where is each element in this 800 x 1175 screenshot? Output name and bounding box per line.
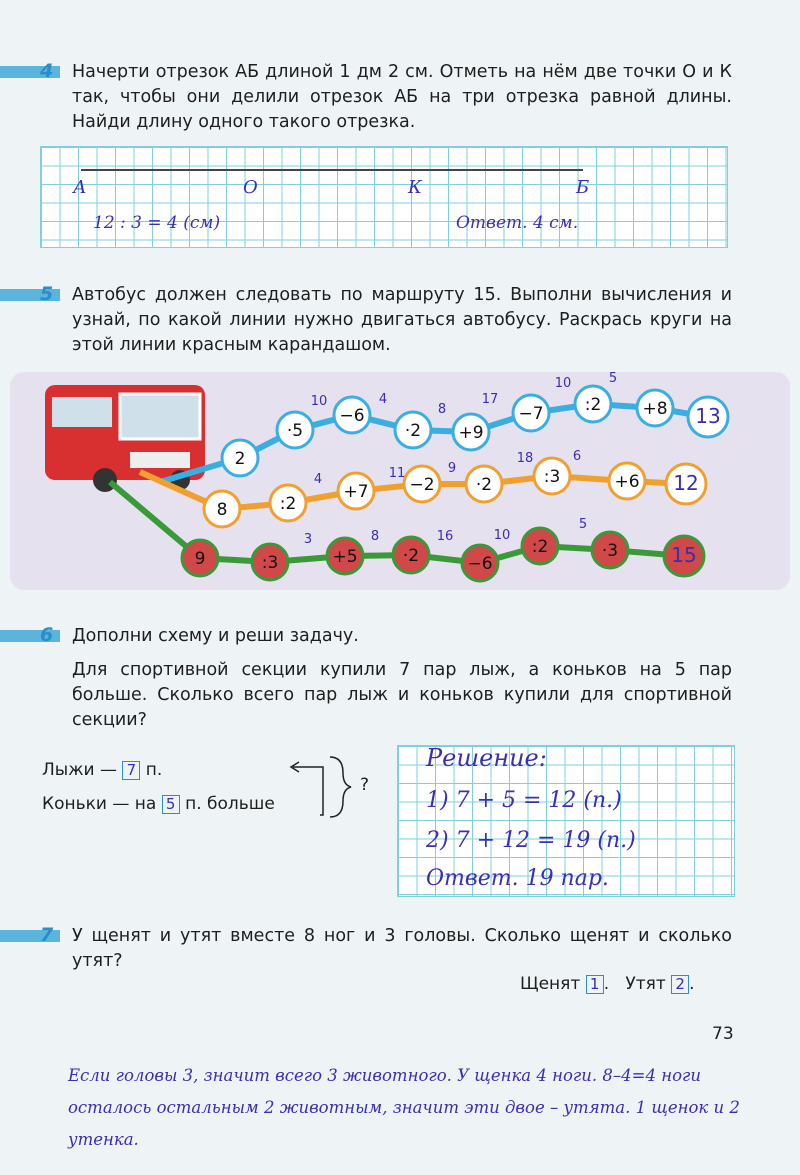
task4-grid [40,146,728,248]
task7-text: У щенят и утят вместе 8 ног и 3 головы. Сколько щенят и сколько утят? [72,926,732,971]
route-circle[interactable] [462,545,498,581]
svg-text:15: 15 [671,543,697,567]
route-circle[interactable] [204,491,240,527]
route-circle[interactable] [688,397,728,437]
task-number: 4 [40,60,54,82]
route-result: 3 [303,532,313,547]
svg-text:+9: +9 [458,423,484,443]
route-circle[interactable] [666,464,706,504]
point-o: О [243,177,258,198]
svg-text::2: :2 [584,395,602,415]
explanation-text: Если головы 3, значит всего 3 животного. У щенка 4 ноги. 8–4=4 ноги осталось остальным 2 животным, значит эти двое – утята. 1 щенок и 2 утенка. [68,1066,740,1149]
svg-text::3: :3 [261,553,279,573]
solution-answer: Ответ. 19 пар. [426,866,609,891]
scheme-skates: Коньки — на 5 п. больше [42,794,275,814]
route-circle[interactable] [395,412,431,448]
svg-text::2: :2 [531,537,549,557]
svg-text:−6: −6 [467,554,493,574]
route-circle[interactable] [327,538,363,574]
route-result: 16 [436,529,454,544]
solution-step2: 2) 7 + 12 = 19 (п.) [426,828,636,853]
task6-text: Для спортивной секции купили 7 пар лыж, а коньков на 5 пар больше. Сколько всего пар лыж и коньков купили для спортивной секции? [72,660,732,730]
route-circle[interactable] [222,440,258,476]
route-circle[interactable] [466,466,502,502]
task6-title: Дополни схему и реши задачу. [72,626,359,646]
route-circle[interactable] [664,536,704,576]
page-number: 73 [712,1024,734,1044]
task-number: 6 [40,624,54,646]
scheme-skis: Лыжи — 7 п. [42,760,163,780]
ducklings-box: 2 [671,975,689,994]
route-result: 10 [310,394,328,409]
route-circle[interactable] [534,458,570,494]
route-circle[interactable] [252,544,288,580]
svg-text::3: :3 [543,467,561,487]
route-circle[interactable] [453,414,489,450]
route-result: 6 [572,449,582,464]
point-a: А [73,177,87,198]
route-result: 9 [447,461,457,476]
route-circle[interactable] [609,463,645,499]
svg-text:·2: ·2 [404,421,422,441]
svg-text:−6: −6 [339,406,365,426]
route-circle[interactable] [592,532,628,568]
svg-text:−2: −2 [409,475,435,495]
task-number: 7 [40,924,54,946]
skis-box: 7 [122,761,140,780]
route-circle[interactable] [270,485,306,521]
route-result: 8 [370,529,380,544]
svg-text:+8: +8 [642,399,668,419]
route-result: 17 [481,392,499,407]
svg-text:−7: −7 [518,404,544,424]
svg-text:·5: ·5 [286,421,304,441]
answer: Ответ. 4 см. [456,213,579,233]
svg-text:+7: +7 [343,482,369,502]
route-result: 5 [608,372,618,386]
point-b: Б [576,177,590,198]
svg-text:13: 13 [695,404,721,428]
solution-grid [397,745,735,897]
route-result: 10 [493,528,511,543]
route-circle[interactable] [393,537,429,573]
svg-text:9: 9 [194,549,206,569]
calculation: 12 : 3 = 4 (см) [93,213,221,233]
route-circle[interactable] [637,390,673,426]
point-k: К [408,177,422,198]
route-result: 11 [388,466,406,481]
route-circle[interactable] [522,528,558,564]
svg-text:·3: ·3 [601,541,619,561]
route-circle[interactable] [182,540,218,576]
route-diagram [10,372,790,590]
route-result: 8 [437,402,447,417]
route-circle[interactable] [513,395,549,431]
svg-text:8: 8 [216,500,228,520]
puppies-box: 1 [586,975,604,994]
svg-text::2: :2 [279,494,297,514]
route-circle[interactable] [338,473,374,509]
svg-text:12: 12 [673,471,699,495]
route-circle[interactable] [334,397,370,433]
svg-text:+6: +6 [614,472,640,492]
svg-text:·2: ·2 [402,546,420,566]
solution-title: Решение: [426,744,547,772]
svg-text:+5: +5 [332,547,358,567]
route-result: 5 [578,517,588,532]
bracket-arrow [285,755,365,825]
task5-text: Автобус должен следовать по маршруту 15. Выполни вычисления и узнай, по какой линии нужно двигаться автобусу. Раскрась круги на этой линии красным карандашом. [72,285,732,355]
segment-line [81,169,583,171]
route-result: 18 [516,451,534,466]
svg-text:2: 2 [234,449,246,469]
task4-text: Начерти отрезок АБ длиной 1 дм 2 см. Отметь на нём две точки О и К так, чтобы они делили отрезок АБ на три отрезка равной длины. Найди длину одного такого отрезка. [72,62,732,132]
svg-text:·2: ·2 [475,475,493,495]
route-result: 4 [378,392,388,407]
route-circle[interactable] [277,412,313,448]
route-result: 10 [554,376,572,391]
question-mark: ? [360,775,370,795]
task7-answer: Щенят 1 . Утят 2 . [520,974,695,994]
solution-step1: 1) 7 + 5 = 12 (п.) [426,788,622,813]
route-circle[interactable] [404,466,440,502]
task-number: 5 [40,283,54,305]
skates-box: 5 [162,795,180,814]
route-circle[interactable] [575,386,611,422]
route-result: 4 [313,472,323,487]
